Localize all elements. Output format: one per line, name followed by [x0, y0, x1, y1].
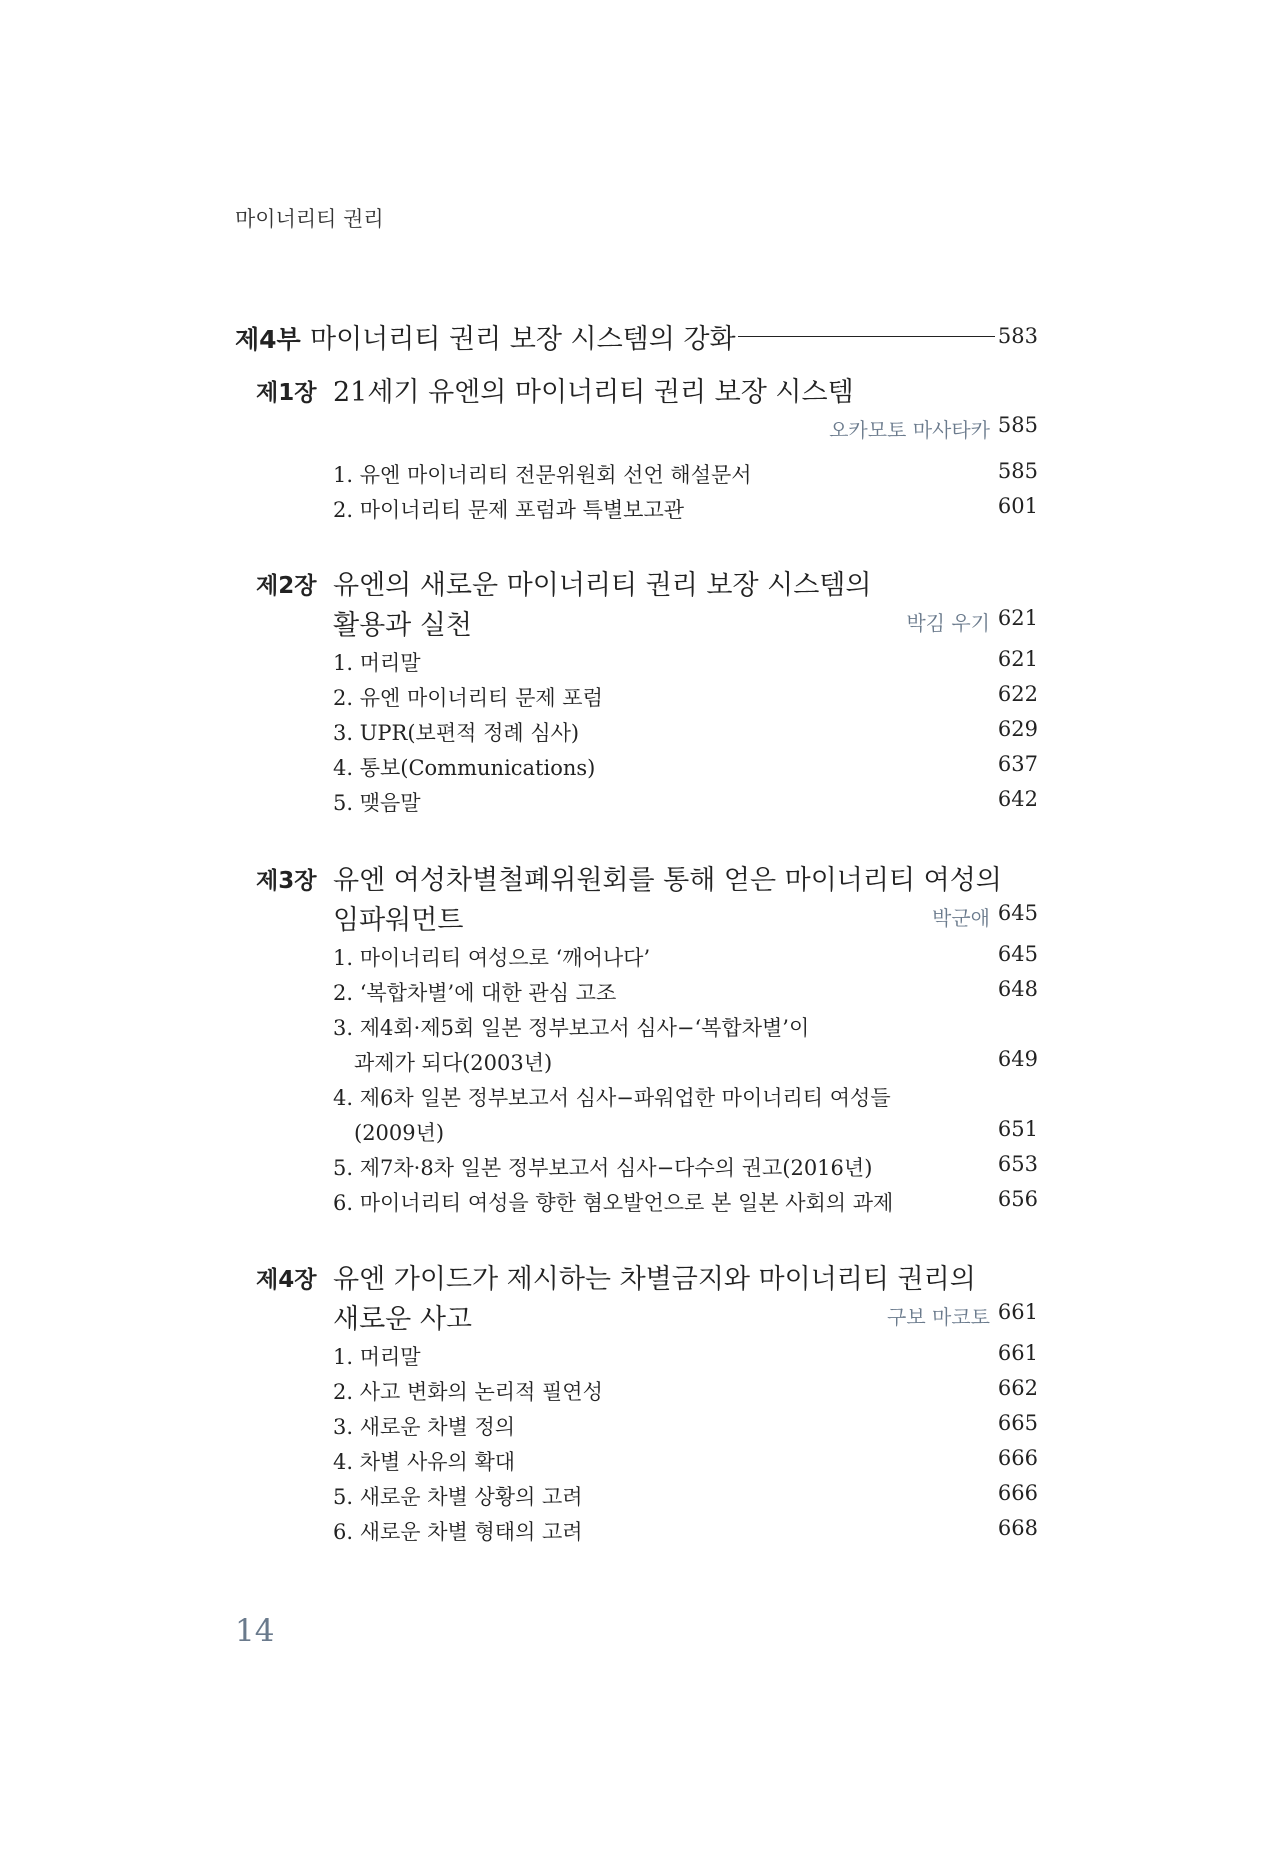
page-ref: 648 [997, 977, 1038, 1001]
toc-item-line: 5. 맺음말 [333, 791, 421, 815]
page-ref: 668 [997, 1516, 1038, 1540]
chapter-author: 박군애 [932, 906, 990, 930]
toc-item-line: 1. 머리말 [333, 1345, 421, 1369]
toc-item-line: 2. 마이너리티 문제 포럼과 특별보고관 [333, 498, 685, 522]
toc-item-line: 4. 통보(Communications) [333, 756, 596, 780]
chapter-author: 오카모토 마사타카 [829, 418, 990, 442]
page-ref: 662 [997, 1376, 1038, 1400]
chapter-title-line: 임파워먼트 [333, 905, 464, 936]
page-ref: 666 [997, 1481, 1038, 1505]
part-label: 제4부 [235, 325, 301, 354]
page-ref: 645 [997, 942, 1038, 966]
chapter-title-line: 유엔 여성차별철폐위원회를 통해 얻은 마이너리티 여성의 [333, 865, 1002, 896]
toc-item-line: 2. ‘복합차별’에 대한 관심 고조 [333, 981, 617, 1005]
toc-item-line: 1. 머리말 [333, 651, 421, 675]
chapter-label: 제4장 [256, 1267, 317, 1293]
toc-item-line: 과제가 되다(2003년) [354, 1051, 553, 1075]
page-ref: 601 [997, 494, 1038, 518]
page-ref: 656 [997, 1187, 1038, 1211]
toc-item-line: 4. 제6차 일본 정부보고서 심사−파워업한 마이너리티 여성들 [333, 1086, 891, 1110]
chapter-author: 구보 마코토 [887, 1305, 990, 1329]
page-number: 14 [235, 1613, 275, 1649]
page-ref: 651 [997, 1117, 1038, 1141]
toc-item-line: 2. 사고 변화의 논리적 필연성 [333, 1380, 603, 1404]
running-header: 마이너리티 권리 [235, 207, 384, 231]
chapter-label: 제3장 [256, 868, 317, 894]
page-ref: 666 [997, 1446, 1038, 1470]
page-ref: 649 [997, 1047, 1038, 1071]
chapter-label: 제1장 [256, 380, 317, 406]
page-ref: 653 [997, 1152, 1038, 1176]
part-leader-rule [738, 336, 995, 337]
chapter-title-line: 활용과 실천 [333, 610, 472, 641]
page-ref: 661 [997, 1300, 1038, 1324]
toc-item-line: 1. 유엔 마이너리티 전문위원회 선언 해설문서 [333, 463, 752, 487]
page-ref: 585 [997, 459, 1038, 483]
chapter-title-line: 21세기 유엔의 마이너리티 권리 보장 시스템 [333, 377, 854, 408]
part-title: 마이너리티 권리 보장 시스템의 강화 [310, 324, 736, 355]
page-ref: 645 [997, 901, 1038, 925]
chapter-title-line: 유엔의 새로운 마이너리티 권리 보장 시스템의 [333, 570, 872, 601]
page-ref: 665 [997, 1411, 1038, 1435]
toc-item-line: 4. 차별 사유의 확대 [333, 1450, 516, 1474]
chapter-title-line: 유엔 가이드가 제시하는 차별금지와 마이너리티 권리의 [333, 1264, 976, 1295]
chapter-title-line: 새로운 사고 [333, 1304, 472, 1335]
page-ref: 637 [997, 752, 1038, 776]
page-ref: 621 [997, 647, 1038, 671]
page-ref: 622 [997, 682, 1038, 706]
toc-item-line: 2. 유엔 마이너리티 문제 포럼 [333, 686, 603, 710]
page-ref: 621 [997, 606, 1038, 630]
toc-item-line: 5. 제7차·8차 일본 정부보고서 심사−다수의 권고(2016년) [333, 1156, 873, 1180]
page-ref: 642 [997, 787, 1038, 811]
page-ref: 661 [997, 1341, 1038, 1365]
toc-item-line: 6. 새로운 차별 형태의 고려 [333, 1520, 583, 1544]
toc-item-line: 5. 새로운 차별 상황의 고려 [333, 1485, 583, 1509]
toc-item-line: 6. 마이너리티 여성을 향한 혐오발언으로 본 일본 사회의 과제 [333, 1191, 894, 1215]
page-ref: 583 [997, 324, 1038, 348]
toc-item-line: (2009년) [354, 1121, 445, 1145]
toc-item-line: 3. UPR(보편적 정례 심사) [333, 721, 580, 745]
page-ref: 629 [997, 717, 1038, 741]
toc-item-line: 1. 마이너리티 여성으로 ‘깨어나다’ [333, 946, 651, 970]
toc-item-line: 3. 새로운 차별 정의 [333, 1415, 516, 1439]
chapter-label: 제2장 [256, 573, 317, 599]
toc-item-line: 3. 제4회·제5회 일본 정부보고서 심사−‘복합차별’이 [333, 1016, 810, 1040]
page-ref: 585 [997, 413, 1038, 437]
chapter-author: 박김 우기 [906, 611, 990, 635]
